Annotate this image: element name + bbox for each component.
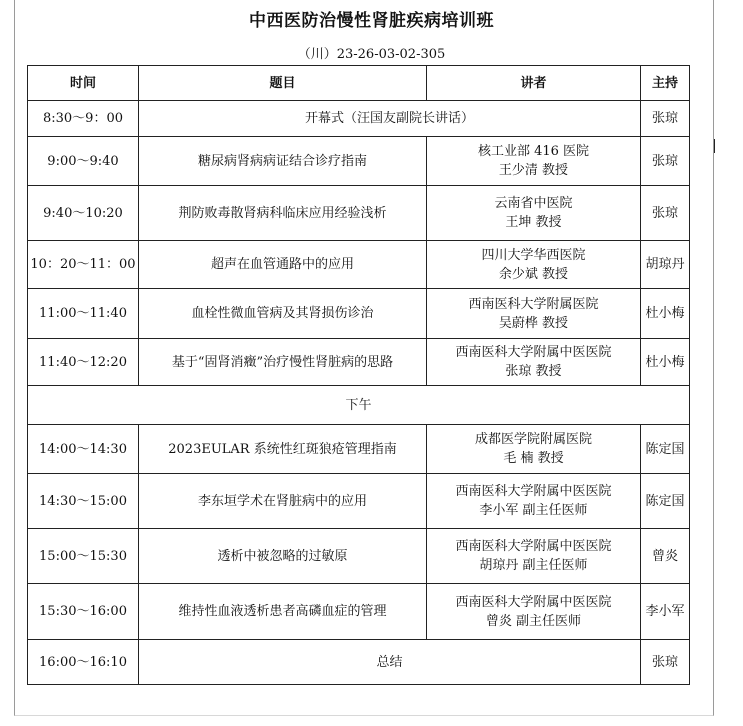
row-time: 11:40～12:20	[28, 339, 139, 386]
speaker-name: 毛 楠 教授	[503, 451, 564, 466]
table-row	[28, 289, 690, 339]
row-span-text: 开幕式（汪国友副院长讲话）	[139, 101, 641, 137]
row-time: 15:30～16:00	[28, 584, 139, 640]
row-host: 张琼	[641, 640, 690, 685]
header-speaker: 讲者	[427, 66, 641, 101]
row-time: 9:40～10:20	[28, 186, 139, 241]
speaker-name: 李小军 副主任医师	[479, 503, 588, 518]
speaker-name: 胡琼丹 副主任医师	[479, 558, 588, 573]
row-time: 9:00～9:40	[28, 137, 139, 186]
row-time: 10：20～11：00	[28, 241, 139, 289]
row-speaker	[427, 339, 641, 386]
table-row	[28, 529, 690, 584]
row-speaker	[427, 529, 641, 584]
table-row	[28, 584, 690, 640]
row-time: 14:00～14:30	[28, 425, 139, 474]
speaker-org: 西南医科大学附属中医医院	[455, 539, 612, 554]
text-cursor	[714, 139, 715, 153]
table-row	[28, 425, 690, 474]
header-time: 时间	[28, 66, 139, 101]
speaker-name: 张琼 教授	[505, 364, 562, 379]
table-row	[28, 137, 690, 186]
row-host: 杜小梅	[641, 289, 690, 339]
table-row	[28, 474, 690, 529]
schedule-table	[27, 65, 690, 685]
header-host: 主持	[641, 66, 690, 101]
row-host: 陈定国	[641, 474, 690, 529]
row-host: 胡琼丹	[641, 241, 690, 289]
table-row	[28, 101, 690, 137]
speaker-org: 西南医科大学附属中医医院	[455, 484, 612, 499]
speaker-org: 成都医学院附属医院	[474, 432, 592, 447]
header-topic: 题目	[139, 66, 427, 101]
speaker-name: 王坤 教授	[505, 215, 562, 230]
row-speaker	[427, 241, 641, 289]
speaker-org: 核工业部 416 医院	[477, 144, 590, 159]
speaker-org: 西南医科大学附属医院	[468, 296, 599, 312]
row-span-text: 总结	[139, 640, 641, 685]
row-speaker	[427, 289, 641, 339]
table-row	[28, 640, 690, 685]
section-label: 下午	[28, 386, 690, 425]
document-title: 中西医防治慢性肾脏疾病培训班	[249, 11, 494, 31]
table-row	[28, 339, 690, 386]
row-host: 曾炎	[641, 529, 690, 584]
section-row	[28, 386, 690, 425]
row-topic: 2023EULAR 系统性红斑狼疮管理指南	[139, 425, 427, 474]
row-speaker	[427, 137, 641, 186]
speaker-org: 四川大学华西医院	[481, 247, 586, 263]
row-topic: 血栓性微血管病及其肾损伤诊治	[139, 289, 427, 339]
row-speaker	[427, 186, 641, 241]
speaker-name: 曾炎 副主任医师	[485, 613, 582, 629]
speaker-org: 云南省中医院	[494, 196, 573, 211]
row-topic: 透析中被忽略的过敏原	[139, 529, 427, 584]
row-host: 张琼	[641, 137, 690, 186]
row-host: 杜小梅	[641, 339, 690, 386]
document-code: （川）23-26-03-02-305	[297, 47, 446, 62]
table-header-row	[28, 66, 690, 101]
speaker-name: 王少清 教授	[498, 163, 569, 178]
row-time: 15:00～15:30	[28, 529, 139, 584]
speaker-name: 吴蔚桦 教授	[498, 315, 569, 331]
row-speaker	[427, 474, 641, 529]
row-host: 李小军	[641, 584, 690, 640]
row-topic: 李东垣学术在肾脏病中的应用	[139, 474, 427, 529]
row-speaker	[427, 584, 641, 640]
row-topic: 荆防败毒散肾病科临床应用经验浅析	[139, 186, 427, 241]
row-time: 11:00～11:40	[28, 289, 139, 339]
row-time: 14:30～15:00	[28, 474, 139, 529]
speaker-name: 余少斌 教授	[498, 266, 569, 282]
row-host: 张琼	[641, 101, 690, 137]
row-topic: 基于“固肾消癥”治疗慢性肾脏病的思路	[139, 339, 427, 386]
row-time: 8:30～9：00	[28, 101, 139, 137]
row-time: 16:00～16:10	[28, 640, 139, 685]
speaker-org: 西南医科大学附属中医医院	[455, 345, 612, 360]
table-row	[28, 186, 690, 241]
table-row	[28, 241, 690, 289]
row-topic: 超声在血管通路中的应用	[139, 241, 427, 289]
row-host: 陈定国	[641, 425, 690, 474]
row-speaker	[427, 425, 641, 474]
row-topic: 糖尿病肾病病证结合诊疗指南	[139, 137, 427, 186]
row-topic: 维持性血液透析患者高磷血症的管理	[139, 584, 427, 640]
row-host: 张琼	[641, 186, 690, 241]
speaker-org: 西南医科大学附属中医医院	[455, 594, 612, 610]
